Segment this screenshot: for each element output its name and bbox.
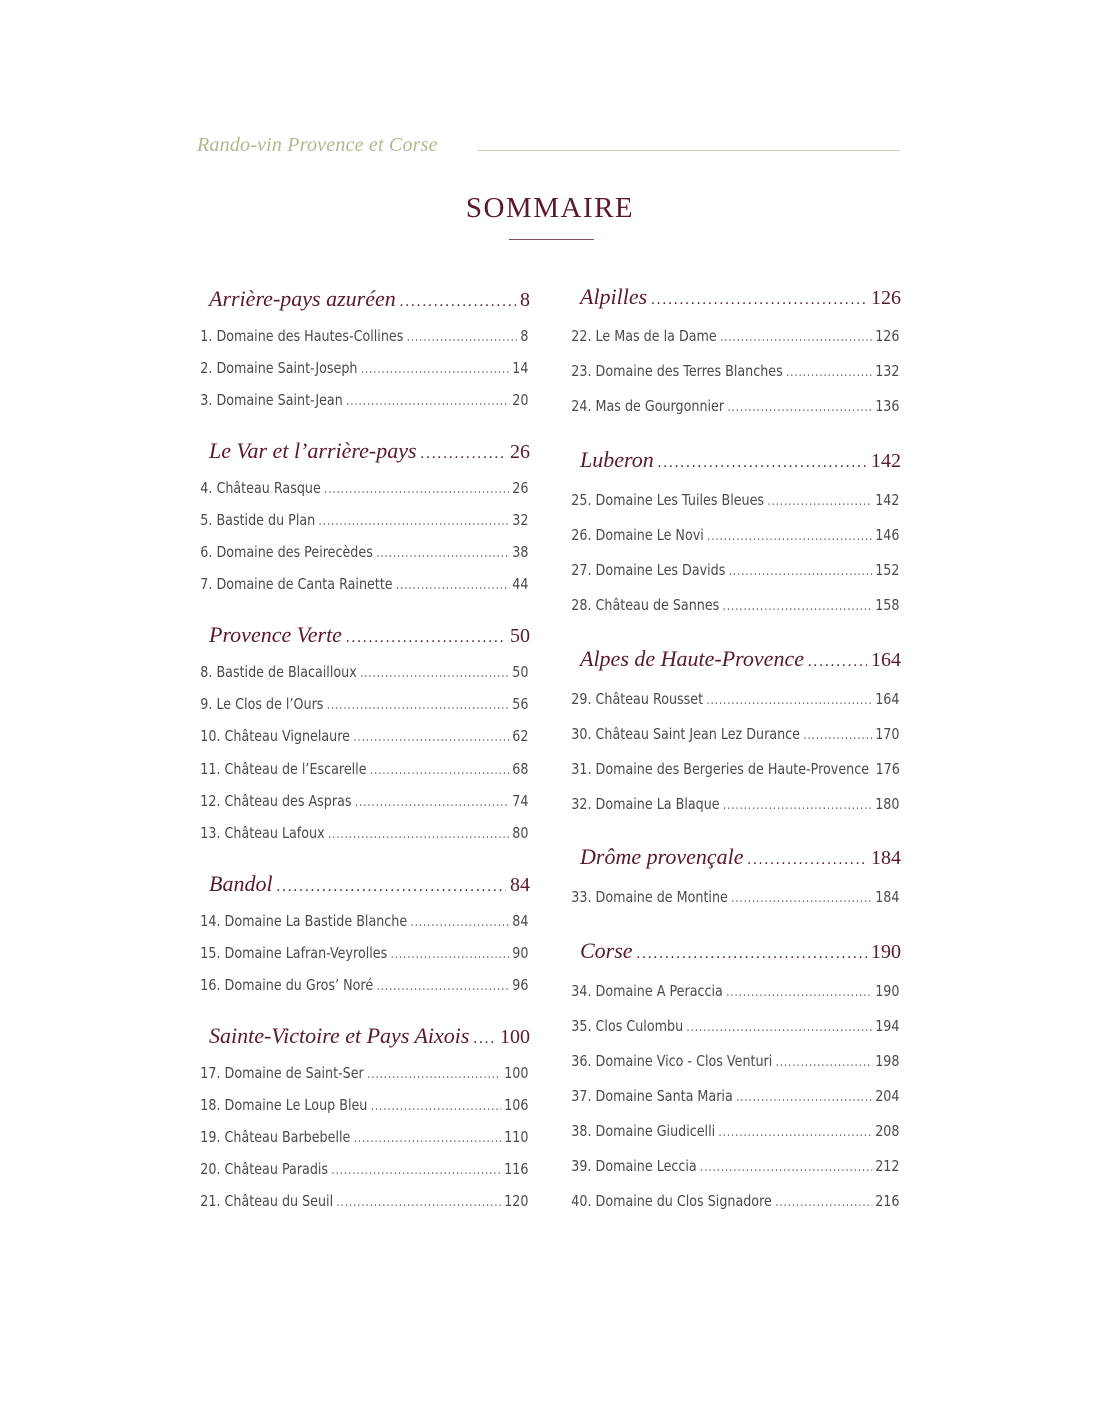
dot-leader: [346, 394, 509, 409]
dot-leader: [421, 446, 506, 462]
entry-label: 22. Le Mas de la Dame: [571, 327, 717, 345]
entry-label: 23. Domaine des Terres Blanches: [571, 362, 783, 380]
page-number: 50: [512, 663, 529, 681]
dot-leader: [706, 693, 872, 708]
page-number: 216: [875, 1192, 900, 1210]
page-number: 180: [875, 795, 900, 813]
dot-leader: [775, 1195, 872, 1210]
dot-leader: [723, 599, 872, 614]
toc-section-heading[interactable]: [568, 646, 901, 672]
entry-label: 38. Domaine Giudicelli: [571, 1122, 716, 1140]
entry-label: 12. Château des Aspras: [200, 792, 352, 810]
page-number: 50: [510, 625, 530, 647]
toc-section-heading[interactable]: [197, 438, 530, 464]
page-number: 84: [510, 874, 530, 896]
entry-label: 10. Château Vignelaure: [200, 727, 350, 745]
page-number: 204: [875, 1087, 900, 1105]
toc-entry[interactable]: [197, 792, 530, 810]
page-number: 116: [504, 1160, 529, 1178]
toc-entry[interactable]: [568, 1122, 901, 1140]
toc-entry[interactable]: [568, 795, 901, 813]
page-number: 132: [875, 362, 900, 380]
entry-label: 37. Domaine Santa Maria: [571, 1087, 733, 1105]
entry-label: 36. Domaine Vico - Clos Venturi: [571, 1052, 773, 1070]
dot-leader: [729, 564, 872, 579]
entry-label: 1. Domaine des Hautes-Collines: [200, 327, 404, 345]
toc-section-heading[interactable]: [197, 622, 530, 648]
dot-leader: [776, 1055, 872, 1070]
entry-label: 31. Domaine des Bergeries de Haute-Provence: [571, 760, 870, 778]
page-number: 62: [512, 727, 529, 745]
toc-entry[interactable]: [197, 575, 530, 593]
toc-entry[interactable]: [568, 1192, 901, 1210]
page-number: 142: [871, 450, 901, 472]
dot-leader: [808, 654, 867, 670]
toc-right-column: [568, 0, 901, 1422]
dot-leader: [360, 666, 509, 681]
entry-label: 15. Domaine Lafran-Veyrolles: [200, 944, 388, 962]
toc-entry[interactable]: [197, 543, 530, 561]
page-number: 68: [512, 760, 529, 778]
page-number: 194: [875, 1017, 900, 1035]
page-number: 184: [871, 847, 901, 869]
toc-entry[interactable]: [568, 982, 901, 1000]
dot-leader: [726, 985, 872, 1000]
dot-leader: [367, 1067, 501, 1082]
page-number: 184: [875, 888, 900, 906]
toc-section-heading[interactable]: [197, 1023, 530, 1049]
dot-leader: [658, 455, 867, 471]
page-number: 136: [875, 397, 900, 415]
dot-leader: [376, 546, 509, 561]
entry-label: 17. Domaine de Saint-Ser: [200, 1064, 364, 1082]
entry-label: 39. Domaine Leccia: [571, 1157, 697, 1175]
dot-leader: [371, 1099, 501, 1114]
entry-label: 26. Domaine Le Novi: [571, 526, 704, 544]
page-number: 126: [875, 327, 900, 345]
page-number: 152: [875, 561, 900, 579]
toc-entry[interactable]: [197, 327, 530, 345]
page-number: 32: [512, 511, 529, 529]
entry-label: 25. Domaine Les Tuiles Bleues: [571, 491, 765, 509]
page-number: 170: [875, 725, 900, 743]
toc-section-heading[interactable]: [568, 938, 901, 964]
entry-label: 3. Domaine Saint-Jean: [200, 391, 343, 409]
page-number: 190: [871, 941, 901, 963]
toc-section-heading[interactable]: [197, 286, 530, 312]
entry-label: 27. Domaine Les Davids: [571, 561, 726, 579]
toc-entry[interactable]: [197, 912, 530, 930]
toc-entry[interactable]: [197, 1096, 530, 1114]
dot-leader: [396, 578, 509, 593]
dot-leader: [355, 795, 509, 810]
dot-leader: [336, 1195, 501, 1210]
toc-entry[interactable]: [568, 397, 901, 415]
entry-label: 8. Bastide de Blacailloux: [200, 663, 357, 681]
toc-entry[interactable]: [197, 479, 530, 497]
page-number: 158: [875, 596, 900, 614]
dot-leader: [370, 763, 509, 778]
toc-entry[interactable]: [568, 327, 901, 345]
page-number: 14: [512, 359, 529, 377]
page-number: 176: [875, 760, 900, 778]
page-number: 110: [504, 1128, 529, 1146]
page-number: 90: [512, 944, 529, 962]
toc-entry[interactable]: [197, 760, 530, 778]
section-label: Drôme provençale: [580, 844, 744, 869]
entry-label: 21. Château du Seuil: [200, 1192, 334, 1210]
dot-leader: [700, 1160, 872, 1175]
toc-section-heading[interactable]: [197, 871, 530, 897]
entry-label: 40. Domaine du Clos Signadore: [571, 1192, 772, 1210]
page-number: 84: [512, 912, 529, 930]
page-number: 190: [875, 982, 900, 1000]
toc-entry[interactable]: [568, 526, 901, 544]
section-label: Alpes de Haute-Provence: [580, 646, 804, 671]
page-number: 8: [520, 289, 530, 311]
entry-label: 24. Mas de Gourgonnier: [571, 397, 725, 415]
dot-leader: [327, 698, 509, 713]
toc-section-heading[interactable]: [568, 844, 901, 870]
entry-label: 4. Château Rasque: [200, 479, 321, 497]
dot-leader: [727, 400, 872, 415]
entry-label: 19. Château Barbebelle: [200, 1128, 351, 1146]
page-number: 142: [875, 491, 900, 509]
toc-entry[interactable]: [197, 1064, 530, 1082]
entry-label: 34. Domaine A Peraccia: [571, 982, 723, 1000]
dot-leader: [786, 365, 872, 380]
dot-leader: [328, 827, 509, 842]
dot-leader: [361, 362, 509, 377]
page-number: 96: [512, 976, 529, 994]
page-number: 146: [875, 526, 900, 544]
toc-entry[interactable]: [568, 1157, 901, 1175]
entry-label: 29. Château Rousset: [571, 690, 704, 708]
toc-entry[interactable]: [568, 491, 901, 509]
entry-label: 28. Château de Sannes: [571, 596, 720, 614]
entry-label: 6. Domaine des Peirecèdes: [200, 543, 373, 561]
dot-leader: [718, 1125, 872, 1140]
entry-label: 5. Bastide du Plan: [200, 511, 316, 529]
toc-entry[interactable]: [568, 362, 901, 380]
page-number: 106: [504, 1096, 529, 1114]
entry-label: 20. Château Paradis: [200, 1160, 329, 1178]
section-label: Le Var et l’arrière-pays: [209, 438, 417, 463]
dot-leader: [767, 494, 872, 509]
entry-label: 9. Le Clos de l’Ours: [200, 695, 324, 713]
toc-entry[interactable]: [568, 1087, 901, 1105]
entry-label: 18. Domaine Le Loup Bleu: [200, 1096, 368, 1114]
dot-leader: [803, 728, 872, 743]
page-number: 212: [875, 1157, 900, 1175]
toc-entry[interactable]: [568, 888, 901, 906]
dot-leader: [354, 1131, 501, 1146]
page-number: 38: [512, 543, 529, 561]
toc-entry[interactable]: [197, 663, 530, 681]
toc-entry[interactable]: [197, 1128, 530, 1146]
entry-label: 30. Château Saint Jean Lez Durance: [571, 725, 800, 743]
dot-leader: [686, 1020, 872, 1035]
toc-entry[interactable]: [197, 391, 530, 409]
page-number: 74: [512, 792, 529, 810]
dot-leader: [410, 915, 509, 930]
toc-section-heading[interactable]: [568, 284, 901, 310]
toc-entry[interactable]: [197, 695, 530, 713]
entry-label: 32. Domaine La Blaque: [571, 795, 720, 813]
page-number: 164: [871, 649, 901, 671]
toc-entry[interactable]: [568, 690, 901, 708]
toc-entry[interactable]: [568, 725, 901, 743]
toc-entry[interactable]: [197, 359, 530, 377]
toc-entry[interactable]: [197, 1192, 530, 1210]
dot-leader: [319, 514, 510, 529]
dot-leader: [376, 979, 509, 994]
page-number: 20: [512, 391, 529, 409]
page-number: 80: [512, 824, 529, 842]
page-title: SOMMAIRE: [465, 192, 635, 224]
dot-leader: [651, 292, 867, 308]
dot-leader: [723, 798, 872, 813]
toc-entry[interactable]: [568, 1017, 901, 1035]
page-number: 126: [871, 287, 901, 309]
page-number: 56: [512, 695, 529, 713]
page-number: 164: [875, 690, 900, 708]
dot-leader: [473, 1031, 496, 1047]
dot-leader: [331, 1163, 501, 1178]
page-number: 26: [510, 441, 530, 463]
page-number: 100: [500, 1026, 530, 1048]
dot-leader: [353, 730, 509, 745]
section-label: Bandol: [209, 871, 273, 896]
toc-entry[interactable]: [197, 1160, 530, 1178]
entry-label: 13. Château Lafoux: [200, 824, 325, 842]
toc-entry[interactable]: [568, 760, 901, 778]
dot-leader: [400, 294, 516, 310]
dot-leader: [637, 946, 867, 962]
toc-entry[interactable]: [197, 511, 530, 529]
toc-entry[interactable]: [197, 824, 530, 842]
toc-entry[interactable]: [568, 1052, 901, 1070]
toc-entry[interactable]: [197, 976, 530, 994]
running-head: Rando-vin Provence et Corse: [197, 134, 438, 156]
toc-entry[interactable]: [568, 596, 901, 614]
dot-leader: [736, 1090, 872, 1105]
section-label: Arrière-pays azuréen: [209, 286, 396, 311]
dot-leader: [391, 947, 509, 962]
entry-label: 2. Domaine Saint-Joseph: [200, 359, 358, 377]
toc-left-column: [197, 0, 530, 1422]
toc-entry[interactable]: [197, 727, 530, 745]
page-number: 100: [504, 1064, 529, 1082]
page-number: 8: [520, 327, 529, 345]
dot-leader: [346, 630, 506, 646]
dot-leader: [720, 330, 872, 345]
page-number: 44: [512, 575, 529, 593]
entry-label: 11. Château de l’Escarelle: [200, 760, 367, 778]
dot-leader: [748, 852, 867, 868]
page-number: 208: [875, 1122, 900, 1140]
section-label: Sainte-Victoire et Pays Aixois: [209, 1023, 470, 1048]
section-label: Provence Verte: [209, 622, 342, 647]
dot-leader: [324, 482, 509, 497]
page-number: 26: [512, 479, 529, 497]
page-number: 120: [504, 1192, 529, 1210]
toc-entry[interactable]: [197, 944, 530, 962]
section-label: Corse: [580, 938, 633, 963]
dot-leader: [277, 879, 506, 895]
entry-label: 14. Domaine La Bastide Blanche: [200, 912, 408, 930]
entry-label: 33. Domaine de Montine: [571, 888, 728, 906]
section-label: Alpilles: [580, 284, 648, 309]
entry-label: 7. Domaine de Canta Rainette: [200, 575, 393, 593]
section-label: Luberon: [580, 447, 654, 472]
toc-section-heading[interactable]: [568, 447, 901, 473]
dot-leader: [707, 529, 872, 544]
entry-label: 35. Clos Culombu: [571, 1017, 684, 1035]
dot-leader: [407, 330, 517, 345]
entry-label: 16. Domaine du Gros’ Noré: [200, 976, 374, 994]
toc-entry[interactable]: [568, 561, 901, 579]
dot-leader: [731, 891, 872, 906]
page-number: 198: [875, 1052, 900, 1070]
